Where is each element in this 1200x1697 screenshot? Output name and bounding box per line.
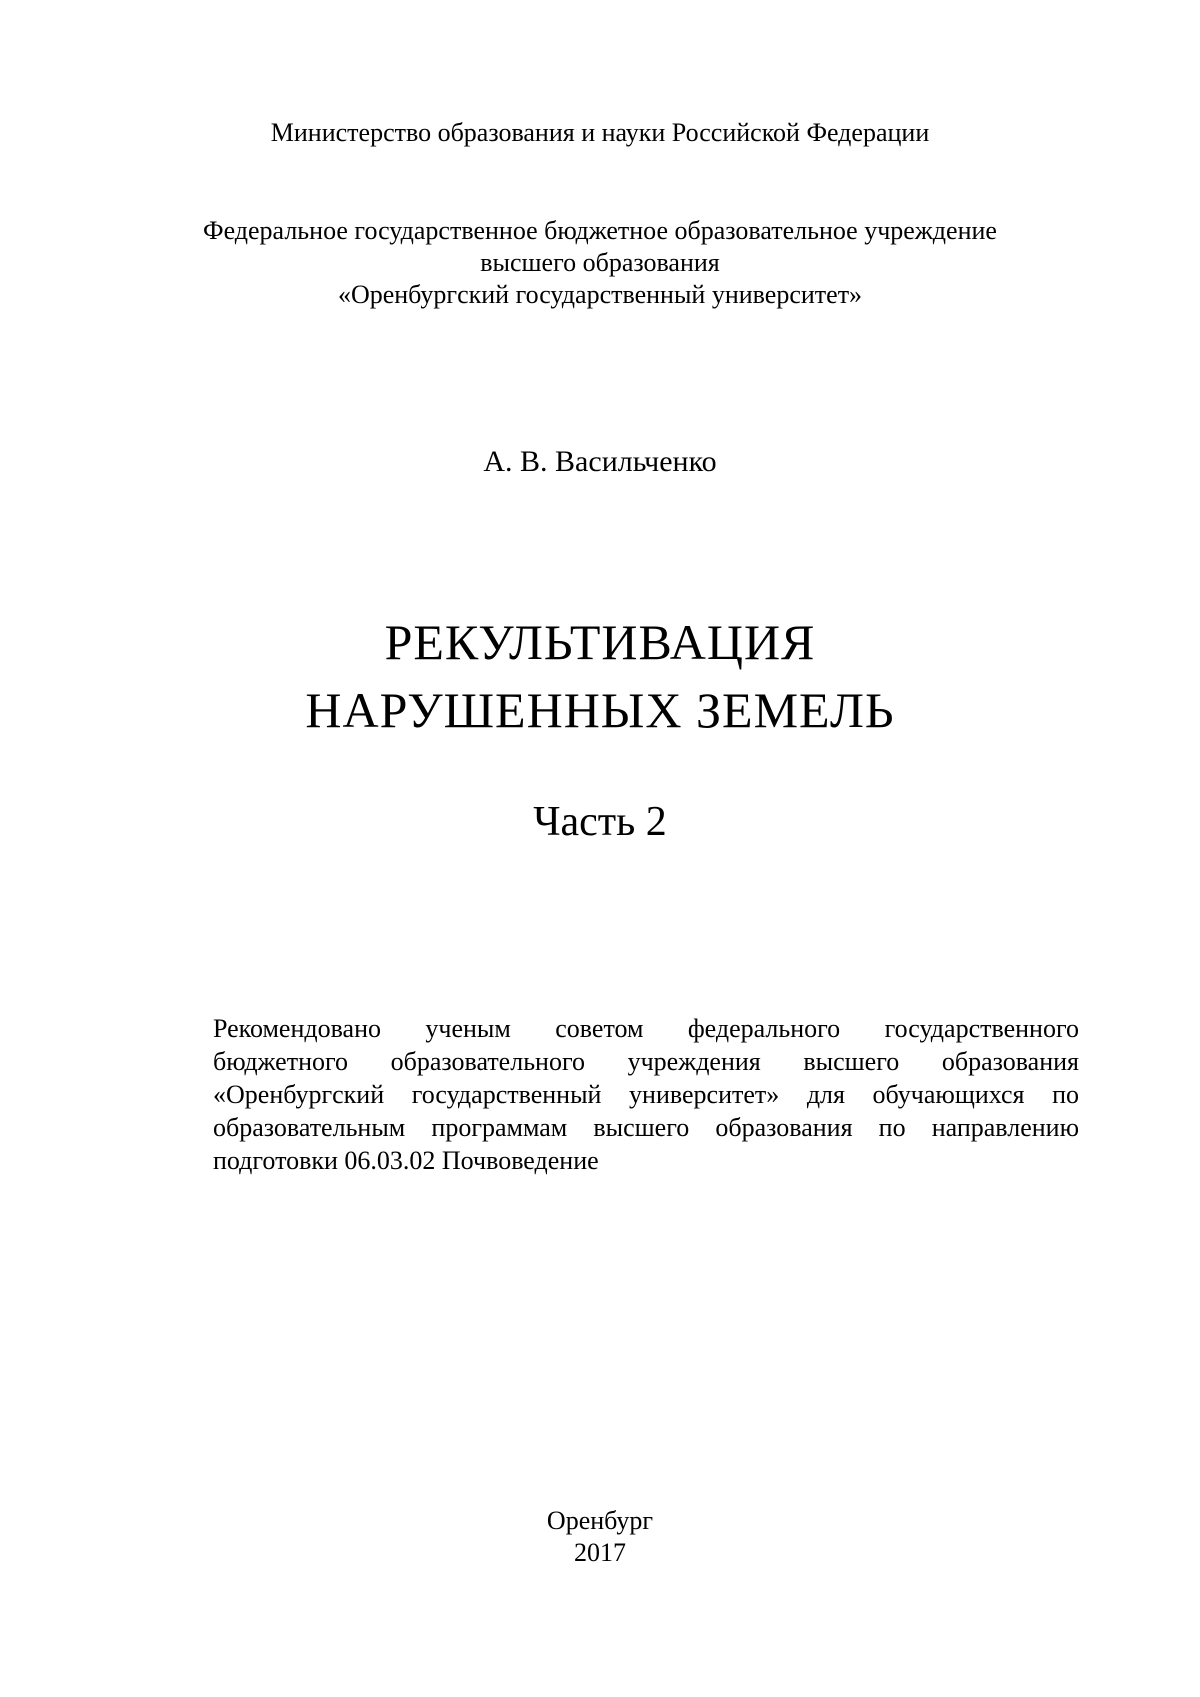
publication-year: 2017 xyxy=(574,1538,626,1567)
recommendation-line: Рекомендовано ученым советом федерального государственного xyxy=(213,1014,1079,1043)
book-title-line: РЕКУЛЬТИВАЦИЯ xyxy=(384,614,816,670)
institution-line: Федеральное государственное бюджетное образовательное учреждение xyxy=(203,216,997,245)
publication-city: Оренбург xyxy=(546,1506,654,1535)
recommendation-text xyxy=(213,1012,1079,1177)
ministry-name: Министерство образования и науки Российской Федерации xyxy=(270,118,930,147)
recommendation-line: образовательным программам высшего образования по направлению xyxy=(213,1113,1079,1142)
institution-line: высшего образования xyxy=(480,248,720,277)
author-name: А. В. Васильченко xyxy=(483,445,717,478)
book-title-line: НАРУШЕННЫХ ЗЕМЕЛЬ xyxy=(305,682,895,738)
recommendation-line: бюджетного образовательного учреждения высшего образования xyxy=(213,1047,1079,1076)
institution-name: «Оренбургский государственный университет» xyxy=(337,280,863,309)
part-number: Часть 2 xyxy=(533,799,667,845)
recommendation-line: «Оренбургский государственный университет» для обучающихся по xyxy=(213,1080,1079,1109)
recommendation-line: подготовки 06.03.02 Почвоведение xyxy=(213,1146,599,1175)
